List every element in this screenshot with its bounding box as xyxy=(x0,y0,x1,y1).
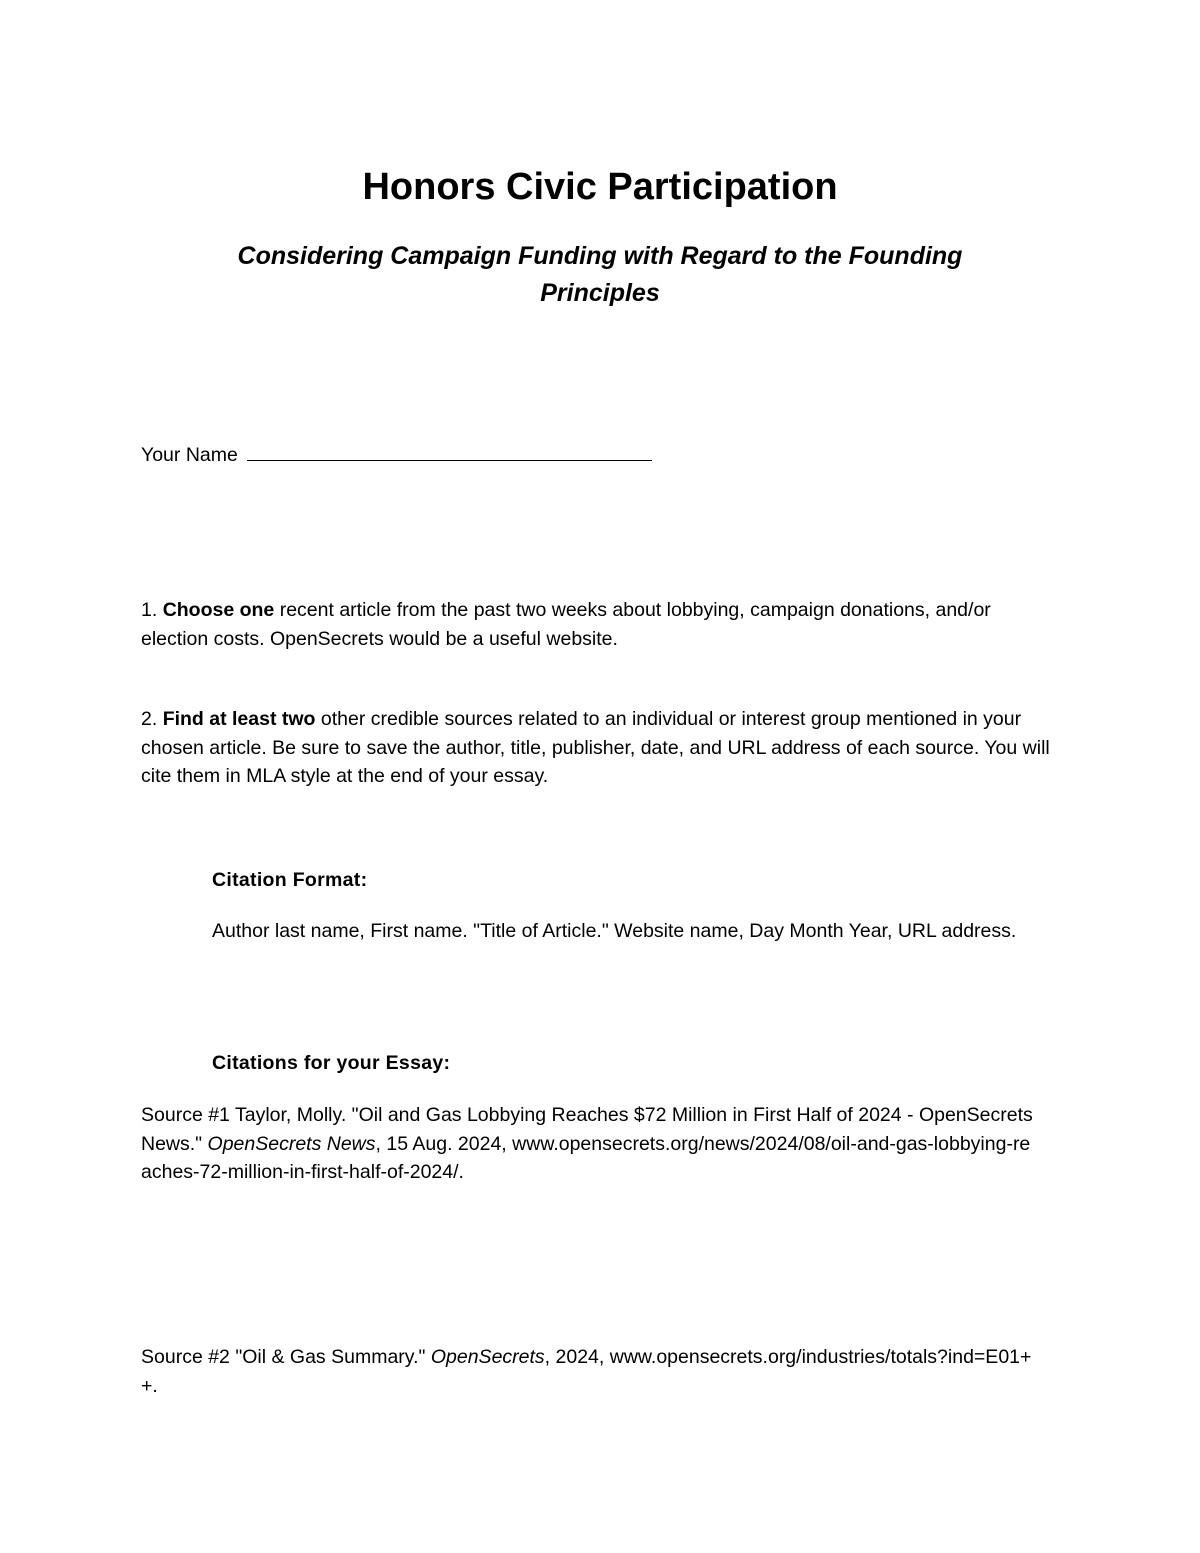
source-2-label: Source #2 xyxy=(141,1346,230,1368)
instruction-2-bold-lead: Find at least two xyxy=(162,708,316,730)
instruction-1-number: 1. xyxy=(141,599,158,621)
instruction-2-number: 2. xyxy=(141,708,158,730)
source-2-citation xyxy=(141,1343,1041,1400)
source-1-publication: OpenSecrets News xyxy=(207,1132,376,1155)
source-1-post: , 15 Aug. 2024, xyxy=(375,1132,507,1155)
source-2-post: , 2024, xyxy=(544,1346,605,1368)
source-1-label: Source #1 xyxy=(141,1104,230,1126)
citations-heading: Citations for your Essay: xyxy=(212,1052,451,1074)
page-subtitle: Considering Campaign Funding with Regard to the Founding Principles xyxy=(237,242,963,307)
source-2-url: www.opensecrets.org/industries/totals?ind=E01++. xyxy=(141,1346,1032,1397)
source-2-publication: OpenSecrets xyxy=(430,1346,545,1368)
source-1-pre: Taylor, Molly. "Oil and Gas Lobbying Reaches $72 Million in First Half of 2024 - OpenSecrets News." xyxy=(141,1104,1033,1155)
name-label: Your Name xyxy=(141,444,238,466)
instruction-2 xyxy=(141,705,1061,791)
instruction-1 xyxy=(141,596,1061,653)
citation-format-heading: Citation Format: xyxy=(212,869,368,891)
name-blank-line xyxy=(247,440,652,461)
source-2-pre: "Oil & Gas Summary." xyxy=(235,1346,426,1368)
instruction-2-text: other credible sources related to an individual or interest group mentioned in your chosen article. Be sure to save the author, title, publisher, date, and URL address of each source. You will cite them in MLA style at the end of your essay. xyxy=(141,708,1050,787)
instruction-1-bold-lead: Choose one xyxy=(162,599,275,621)
citation-format-text: Author last name, First name. "Title of Article." Website name, Day Month Year, URL address. xyxy=(212,920,1017,942)
name-field-row xyxy=(141,440,652,470)
instruction-1-text: recent article from the past two weeks about lobbying, campaign donations, and/or election costs. OpenSecrets would be a useful website. xyxy=(141,599,991,650)
source-1-url: www.opensecrets.org/news/2024/08/oil-and-gas-lobbying-reaches-72-million-in-first-half-of-2024/. xyxy=(141,1132,1031,1183)
source-1-citation xyxy=(141,1101,1041,1187)
page-title: Honors Civic Participation xyxy=(362,166,838,208)
